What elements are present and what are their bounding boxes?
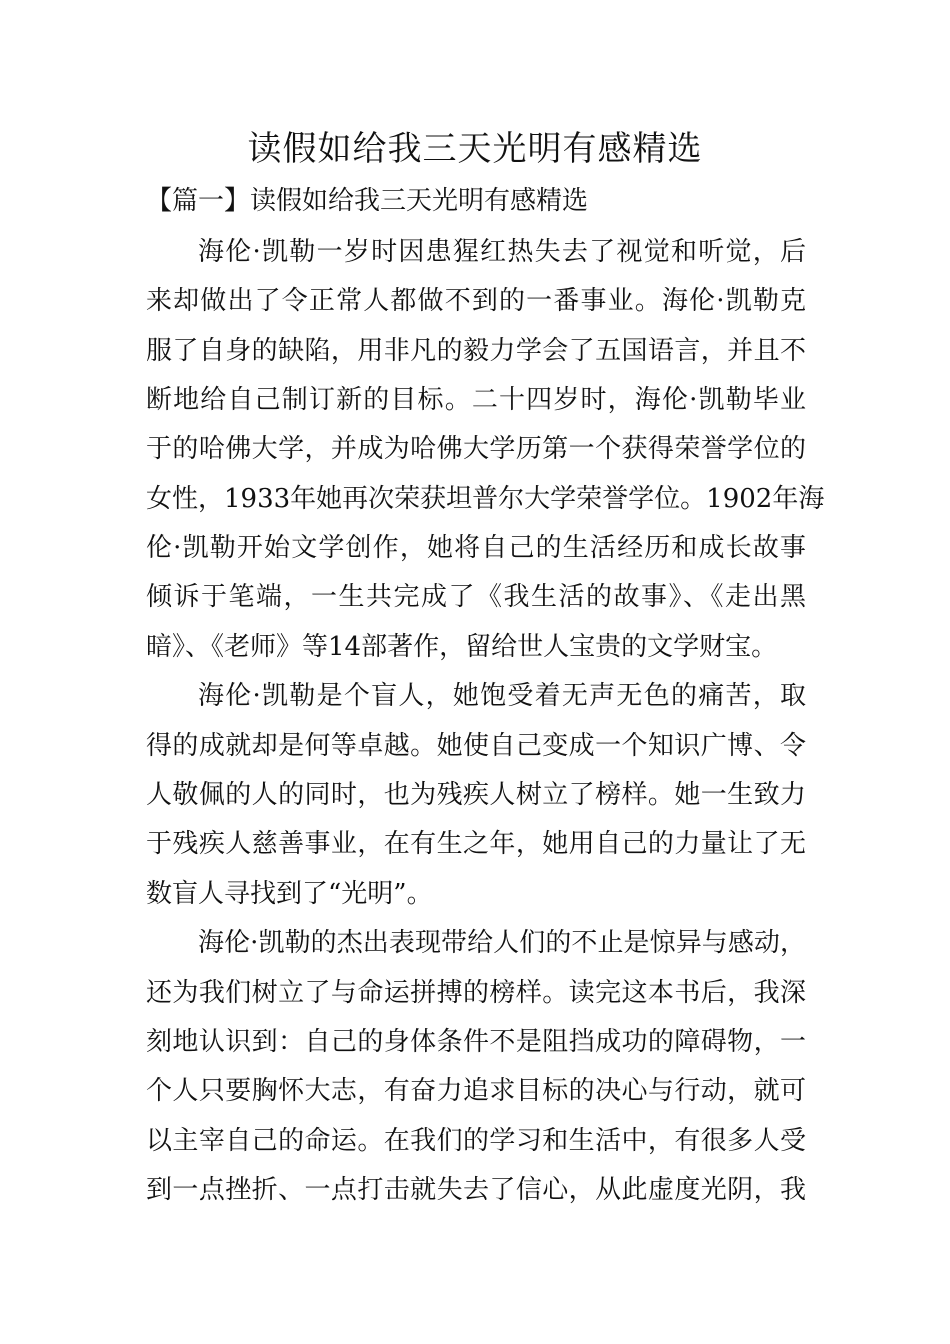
text-line: 个人只要胸怀大志，有奋力追求目标的决心与行动，就可 [146, 1076, 806, 1106]
text-line: 伦·凯勒开始文学创作，她将自己的生活经历和成长故事 [146, 533, 806, 563]
text-line: 人敬佩的人的同时，也为残疾人树立了榜样。她一生致力 [146, 780, 806, 810]
text-line: 海伦·凯勒一岁时因患猩红热失去了视觉和听觉，后 [198, 237, 806, 267]
text-line: 倾诉于笔端，一生共完成了《我生活的故事》、《走出黑 [146, 582, 806, 612]
text-line: 以主宰自己的命运。在我们的学习和生活中，有很多人受 [146, 1126, 806, 1156]
text-line: 得的成就却是何等卓越。她使自己变成一个知识广博、令 [146, 731, 806, 761]
text-line: 海伦·凯勒是个盲人，她饱受着无声无色的痛苦，取 [198, 681, 806, 711]
text-line: 海伦·凯勒的杰出表现带给人们的不止是惊异与感动， [198, 928, 806, 958]
text-line: 还为我们树立了与命运拼搏的榜样。读完这本书后，我深 [146, 978, 806, 1008]
text-line: 来却做出了令正常人都做不到的一番事业。海伦·凯勒克 [146, 286, 806, 316]
text-line: 数盲人寻找到了“光明”。 [146, 879, 433, 909]
text-line: 断地给自己制订新的目标。二十四岁时，海伦·凯勒毕业 [146, 385, 806, 415]
text-line: 于的哈佛大学，并成为哈佛大学历第一个获得荣誉学位的 [146, 434, 806, 464]
text-line: 于残疾人慈善事业，在有生之年，她用自己的力量让了无 [146, 829, 806, 859]
text-line: 到一点挫折、一点打击就失去了信心，从此虚度光阴，我 [146, 1175, 806, 1205]
section-heading: 【篇一】读假如给我三天光明有感精选 [146, 186, 589, 216]
text-line: 女性，1933年她再次荣获坦普尔大学荣誉学位。1902年海 [146, 484, 825, 514]
text-line: 服了自身的缺陷，用非凡的毅力学会了五国语言，并且不 [146, 336, 806, 366]
text-line: 刻地认识到：自己的身体条件不是阻挡成功的障碍物，一 [146, 1027, 806, 1057]
text-line: 暗》、《老师》等14部著作，留给世人宝贵的文学财宝。 [146, 632, 778, 662]
document-title: 读假如给我三天光明有感精选 [247, 129, 703, 169]
